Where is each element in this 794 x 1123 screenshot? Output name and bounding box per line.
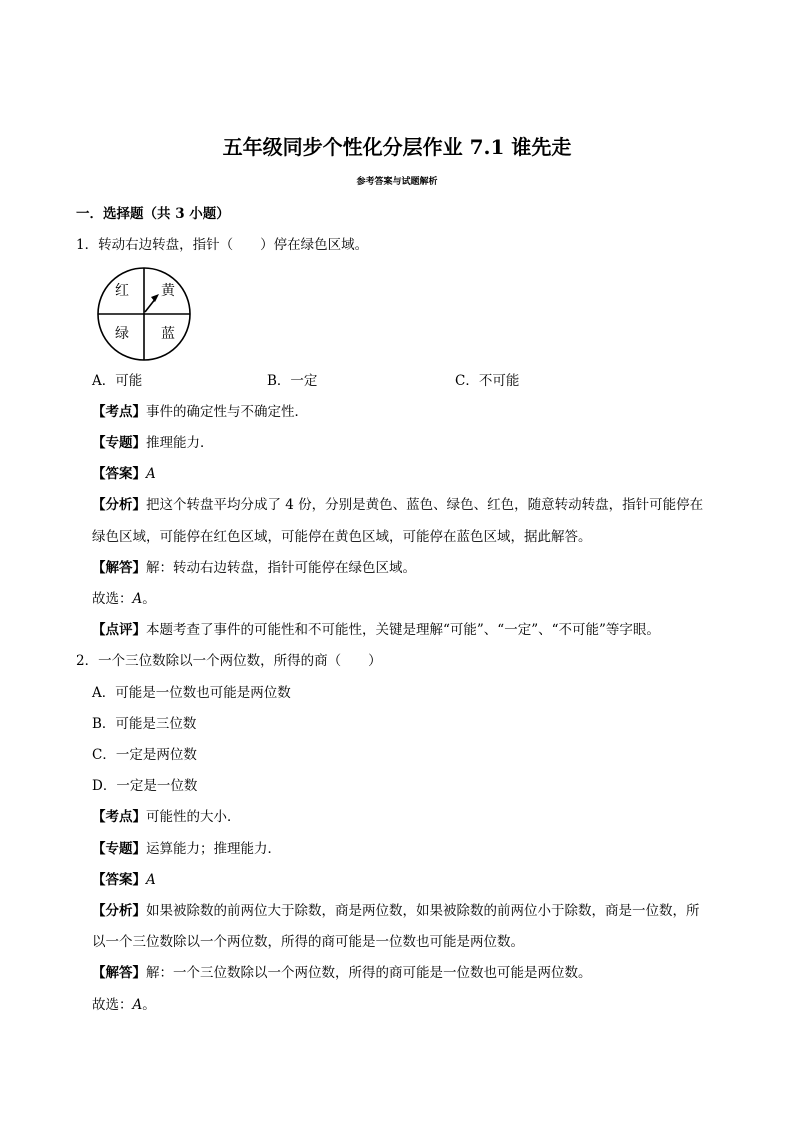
q2-option-b: B．可能是三位数 <box>92 716 197 732</box>
q2-jieda <box>92 964 592 982</box>
q1-zhuanti-text: 推理能力． <box>146 435 214 451</box>
q1-jieda-text: 解：转动右边转盘，指针可能停在绿色区域。 <box>146 560 416 576</box>
q1-kaodian <box>92 403 308 421</box>
q2-guxuan-prefix: 故选： <box>92 997 133 1013</box>
q2-guxuan <box>92 996 156 1014</box>
spinner-quadrant-green: 绿 <box>115 326 129 342</box>
q2-kaodian-text: 可能性的大小． <box>146 809 241 825</box>
q2-zhuanti-text: 运算能力；推理能力． <box>146 841 281 857</box>
q1-guxuan-suffix: 。 <box>142 591 156 607</box>
q1-zhuanti <box>92 434 214 452</box>
spinner-quadrant-red: 红 <box>115 283 129 299</box>
q2-kaodian-tag: 【考点】 <box>92 809 146 825</box>
q1-guxuan-value: A <box>132 591 143 607</box>
spinner-diagram <box>96 266 192 362</box>
page-subtitle: 参考答案与试题解析 <box>356 177 438 187</box>
q2-option-d: D．一定是一位数 <box>92 778 198 794</box>
q1-stem: 1．转动右边转盘，指针（ ）停在绿色区域。 <box>76 237 369 253</box>
q1-dianping-text: 本题考查了事件的可能性和不可能性，关键是理解“可能”、“一定”、“不可能”等字眼。 <box>146 622 660 638</box>
q2-stem: 2．一个三位数除以一个两位数，所得的商（ ） <box>76 653 382 669</box>
q1-option-a: A．可能 <box>92 373 143 389</box>
q2-kaodian <box>92 808 241 826</box>
q1-daan-tag: 【答案】 <box>92 466 146 482</box>
page-title: 五年级同步个性化分层作业 7.1 谁先走 <box>222 135 572 159</box>
q2-fenxi-tag: 【分析】 <box>92 903 146 919</box>
q2-zhuanti-tag: 【专题】 <box>92 841 146 857</box>
q2-guxuan-value: A <box>132 997 143 1013</box>
q1-fenxi-tag: 【分析】 <box>92 497 146 513</box>
q2-option-a: A．可能是一位数也可能是两位数 <box>92 685 291 701</box>
q1-guxuan-prefix: 故选： <box>92 591 133 607</box>
q2-jieda-tag: 【解答】 <box>92 965 146 981</box>
q2-zhuanti <box>92 840 281 858</box>
q1-zhuanti-tag: 【专题】 <box>92 435 146 451</box>
q2-daan-tag: 【答案】 <box>92 872 146 888</box>
q2-daan <box>92 871 156 889</box>
q1-kaodian-tag: 【考点】 <box>92 404 146 420</box>
q2-fenxi-text-2: 以一个三位数除以一个两位数，所得的商可能是一位数也可能是两位数。 <box>92 934 524 950</box>
q2-daan-text: A <box>146 872 156 888</box>
q1-daan-text: A <box>146 466 156 482</box>
q1-guxuan <box>92 590 156 608</box>
spinner-quadrant-blue: 蓝 <box>161 326 175 342</box>
spinner-arrow-icon <box>145 294 159 312</box>
q1-fenxi-text-1: 把这个转盘平均分成了 4 份，分别是黄色、蓝色、绿色、红色，随意转动转盘，指针可能停在 <box>146 497 704 513</box>
q1-option-b: B．一定 <box>267 373 318 389</box>
q1-option-c: C．不可能 <box>455 373 520 389</box>
q1-daan <box>92 465 156 483</box>
q1-kaodian-text: 事件的确定性与不确定性． <box>146 404 308 420</box>
q2-fenxi <box>92 902 700 920</box>
q2-fenxi-text-1: 如果被除数的前两位大于除数，商是两位数，如果被除数的前两位小于除数，商是一位数，所 <box>146 903 700 919</box>
q1-jieda-tag: 【解答】 <box>92 560 146 576</box>
q1-dianping <box>92 621 660 639</box>
q2-jieda-text: 解：一个三位数除以一个两位数，所得的商可能是一位数也可能是两位数。 <box>146 965 592 981</box>
q1-jieda <box>92 559 416 577</box>
q1-fenxi <box>92 496 703 514</box>
spinner-quadrant-yellow: 黄 <box>161 283 175 299</box>
q2-option-c: C．一定是两位数 <box>92 747 197 763</box>
q1-fenxi-text-2: 绿色区域，可能停在红色区域，可能停在黄色区域，可能停在蓝色区域，据此解答。 <box>92 529 592 545</box>
q2-guxuan-suffix: 。 <box>142 997 156 1013</box>
section-heading: 一．选择题（共 3 小题） <box>76 206 230 222</box>
q1-dianping-tag: 【点评】 <box>92 622 146 638</box>
